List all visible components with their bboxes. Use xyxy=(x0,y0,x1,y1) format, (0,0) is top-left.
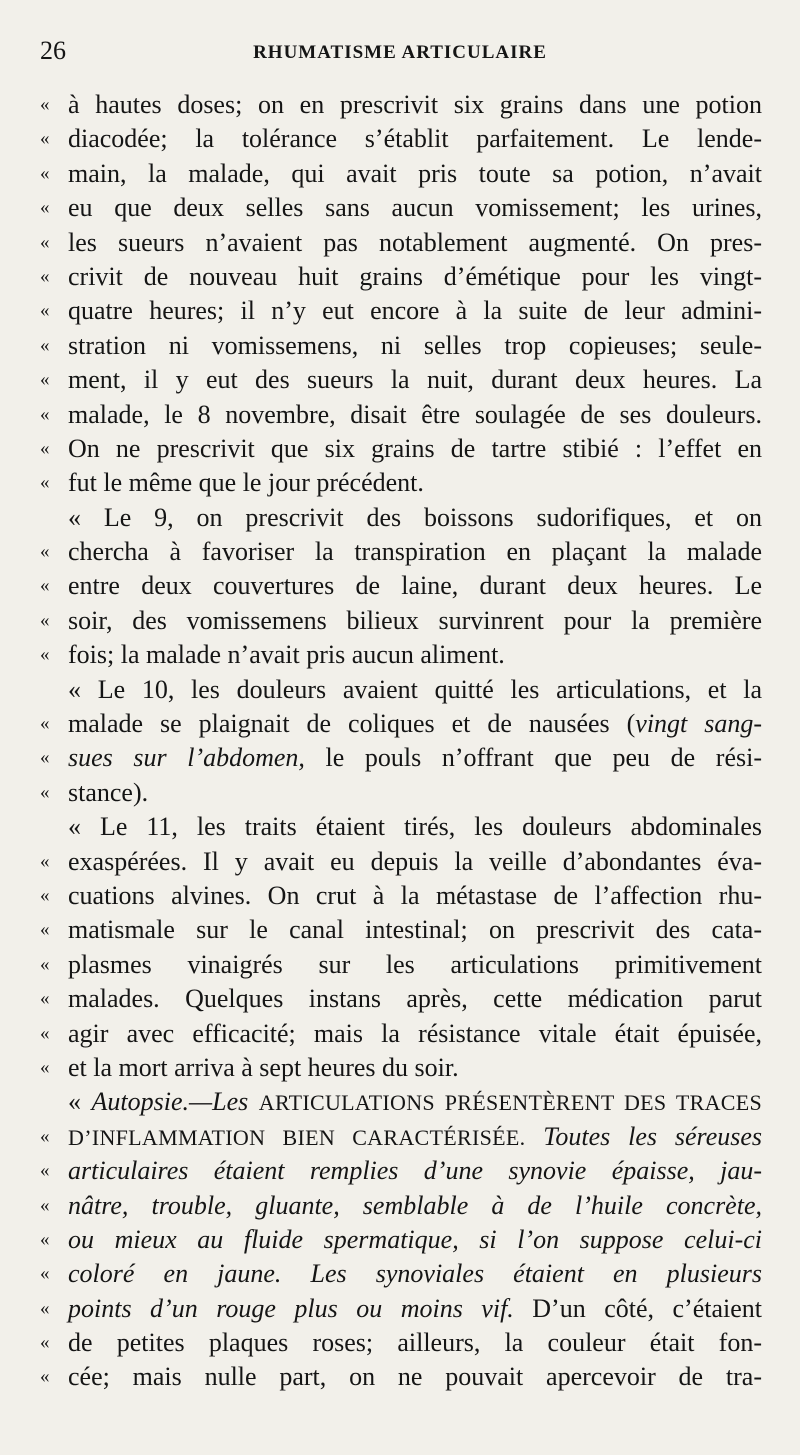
text-line xyxy=(40,1154,762,1188)
quote-mark: « xyxy=(40,1366,50,1388)
text-run: « Le 10, les douleurs avaient quitté les articulations, et la xyxy=(68,674,762,704)
text-run: main, la malade, qui avait pris toute sa potion, n’avait xyxy=(68,158,762,188)
line-text xyxy=(68,535,762,569)
text-line xyxy=(40,294,762,328)
text-line xyxy=(40,707,762,741)
line-text xyxy=(68,226,762,260)
text-run xyxy=(525,1122,543,1151)
text-run: ment, il y eut des sueurs la nuit, durant deux heures. La xyxy=(68,365,762,395)
text-line xyxy=(40,845,762,879)
text-line xyxy=(40,1360,762,1394)
text-line xyxy=(40,741,762,775)
text-run xyxy=(248,1087,259,1116)
line-text xyxy=(68,363,762,397)
text-line xyxy=(40,673,762,707)
body-text xyxy=(40,88,762,1395)
text-run: « Le 11, les traits étaient tirés, les douleurs abdominales xyxy=(68,812,762,842)
quote-mark: « xyxy=(40,403,50,425)
text-run: soir, des vomissemens bilieux survinrent pour la première xyxy=(68,605,762,635)
quote-mark: « xyxy=(40,609,50,631)
text-run: coloré en jaune. Les synoviales étaient en plusieurs xyxy=(68,1259,762,1289)
text-run: stration ni vomissemens, ni selles trop copieuses; seule- xyxy=(68,330,762,360)
line-text xyxy=(68,845,762,879)
text-run: de petites plaques roses; ailleurs, la couleur était fon- xyxy=(68,1328,762,1358)
text-run: agir avec efficacité; mais la résistance vitale était épuisée, xyxy=(68,1018,762,1048)
text-line xyxy=(40,363,762,397)
quote-mark: « xyxy=(40,1160,50,1182)
text-run: stance). xyxy=(68,777,149,807)
quote-mark: « xyxy=(40,1125,50,1147)
quote-mark: « xyxy=(40,1022,50,1044)
line-text xyxy=(68,1120,762,1155)
text-run: entre deux couvertures de laine, durant deux heures. Le xyxy=(68,571,762,601)
quote-mark: « xyxy=(40,919,50,941)
text-run: On ne prescrivit que six grains de tartre stibié : l’effet en xyxy=(68,433,762,463)
quote-mark: « xyxy=(40,713,50,735)
line-text xyxy=(68,398,762,432)
line-text xyxy=(68,638,762,672)
text-run: articulaires étaient remplies d’une synovie épaisse, jau- xyxy=(68,1156,762,1186)
line-text xyxy=(68,1257,762,1291)
quote-mark: « xyxy=(40,231,50,253)
text-run: « Le 9, on prescrivit des boissons sudorifiques, et on xyxy=(68,502,762,532)
text-line xyxy=(40,122,762,156)
quote-mark: « xyxy=(40,128,50,150)
quote-mark: « xyxy=(40,575,50,597)
text-line xyxy=(40,1189,762,1223)
quote-mark: « xyxy=(40,850,50,872)
line-text xyxy=(68,569,762,603)
text-line xyxy=(40,1085,762,1119)
quote-mark: « xyxy=(40,747,50,769)
text-run: exaspérées. Il y avait eu depuis la veille d’abondantes éva- xyxy=(68,846,762,876)
text-run: à hautes doses; on en prescrivit six grains dans une potion xyxy=(68,90,762,119)
page-number: 26 xyxy=(40,36,66,65)
text-run: quatre heures; il n’y eut encore à la suite de leur admini- xyxy=(68,296,762,326)
text-line xyxy=(40,604,762,638)
quote-mark: « xyxy=(40,884,50,906)
line-text xyxy=(68,1326,762,1360)
text-line xyxy=(40,913,762,947)
line-text xyxy=(68,1360,762,1394)
text-run: plasmes vinaigrés sur les articulations primitivement xyxy=(68,949,762,979)
line-text xyxy=(68,673,762,707)
text-line xyxy=(40,1257,762,1291)
text-run: Autopsie.—Les xyxy=(91,1087,249,1117)
quote-mark: « xyxy=(40,334,50,356)
line-text xyxy=(68,432,762,466)
line-text xyxy=(68,466,762,500)
quote-mark: « xyxy=(40,644,50,666)
text-run: Toutes les séreuses xyxy=(543,1121,763,1151)
line-text xyxy=(68,982,762,1016)
text-line xyxy=(40,329,762,363)
line-text xyxy=(68,1051,762,1085)
quote-mark: « xyxy=(40,197,50,219)
quote-mark: « xyxy=(40,369,50,391)
line-text xyxy=(68,879,762,913)
text-run: cuations alvines. On crut à la métastase de l’affection rhu- xyxy=(68,880,762,910)
text-run: matismale sur le canal intestinal; on prescrivit des cata- xyxy=(68,915,762,945)
line-text xyxy=(68,913,762,947)
quote-mark: « xyxy=(40,1297,50,1319)
line-text xyxy=(68,741,762,775)
text-run: ARTICULATIONS PRÉSENTÈRENT DES TRACES xyxy=(258,1090,763,1116)
line-text xyxy=(68,501,762,535)
quote-mark: « xyxy=(40,1332,50,1354)
page-header xyxy=(40,36,760,70)
quote-mark: « xyxy=(40,1194,50,1216)
text-run: D’un côté, c’étaient xyxy=(513,1293,762,1323)
text-line xyxy=(40,226,762,260)
text-run: sues sur l’abdomen, xyxy=(68,743,305,773)
text-line xyxy=(40,569,762,603)
text-line xyxy=(40,1223,762,1257)
text-run: nâtre, trouble, gluante, semblable à de l’huile concrète, xyxy=(68,1190,762,1220)
line-text xyxy=(68,260,762,294)
text-line xyxy=(40,260,762,294)
text-run: fut le même que le jour précédent. xyxy=(68,468,424,498)
quote-mark: « xyxy=(40,1263,50,1285)
text-run: chercha à favoriser la transpiration en plaçant la malade xyxy=(68,537,762,567)
quote-mark: « xyxy=(40,781,50,803)
text-run: « xyxy=(68,1087,92,1117)
text-run: eu que deux selles sans aucun vomissement; les urines, xyxy=(68,193,762,223)
text-run: points d’un rouge plus ou moins vif. xyxy=(68,1293,514,1323)
text-line xyxy=(40,1051,762,1085)
line-text xyxy=(68,810,762,844)
quote-mark: « xyxy=(40,953,50,975)
text-line xyxy=(40,982,762,1016)
running-head: RHUMATISME ARTICULAIRE xyxy=(253,42,547,63)
text-line xyxy=(40,1017,762,1051)
text-line xyxy=(40,1326,762,1360)
line-text xyxy=(68,1189,762,1223)
text-run: D’INFLAMMATION BIEN CARACTÉRISÉE. xyxy=(68,1124,526,1150)
line-text xyxy=(68,776,762,810)
text-line xyxy=(40,638,762,672)
text-run: et la mort arriva à sept heures du soir. xyxy=(68,1052,459,1082)
line-text xyxy=(68,157,762,191)
line-text xyxy=(68,1085,762,1120)
text-line xyxy=(40,398,762,432)
text-line xyxy=(40,948,762,982)
text-run: malades. Quelques instans après, cette médication parut xyxy=(68,984,762,1014)
quote-mark: « xyxy=(40,988,50,1010)
quote-mark: « xyxy=(40,472,50,494)
quote-mark: « xyxy=(40,437,50,459)
line-text xyxy=(68,1154,762,1188)
line-text xyxy=(68,948,762,982)
text-run: diacodée; la tolérance s’établit parfaitement. Le lende- xyxy=(68,124,762,154)
quote-mark: « xyxy=(40,1056,50,1078)
text-line xyxy=(40,157,762,191)
text-line xyxy=(40,191,762,225)
text-line xyxy=(40,1120,762,1154)
text-run: vingt sang- xyxy=(635,709,762,739)
line-text xyxy=(68,707,762,741)
text-line xyxy=(40,466,762,500)
line-text xyxy=(68,1017,762,1051)
quote-mark: « xyxy=(40,265,50,287)
text-run: cée; mais nulle part, on ne pouvait apercevoir de tra- xyxy=(68,1362,762,1392)
text-run: les sueurs n’avaient pas notablement augmenté. On pres- xyxy=(68,227,762,257)
text-run: ou mieux au fluide spermatique, si l’on suppose celui-ci xyxy=(68,1224,762,1254)
text-run: malade, le 8 novembre, disait être soulagée de ses douleurs. xyxy=(68,399,762,429)
quote-mark: « xyxy=(40,162,50,184)
text-line xyxy=(40,501,762,535)
quote-mark: « xyxy=(40,541,50,563)
line-text xyxy=(68,604,762,638)
text-line xyxy=(40,1292,762,1326)
text-line xyxy=(40,879,762,913)
line-text xyxy=(68,294,762,328)
text-run: le pouls n’offrant que peu de rési- xyxy=(304,743,762,773)
text-line xyxy=(40,432,762,466)
quote-mark: « xyxy=(40,1228,50,1250)
text-run: malade se plaignait de coliques et de nausées ( xyxy=(68,709,636,739)
quote-mark: « xyxy=(40,300,50,322)
line-text xyxy=(68,191,762,225)
text-line xyxy=(40,776,762,810)
quote-mark: « xyxy=(40,94,50,115)
text-line xyxy=(40,810,762,844)
text-line xyxy=(40,88,762,122)
line-text xyxy=(68,88,762,122)
line-text xyxy=(68,1292,762,1326)
line-text xyxy=(68,329,762,363)
line-text xyxy=(68,122,762,156)
line-text xyxy=(68,1223,762,1257)
text-line xyxy=(40,535,762,569)
text-run: crivit de nouveau huit grains d’émétique pour les vingt- xyxy=(68,261,762,291)
text-run: fois; la malade n’avait pris aucun aliment. xyxy=(68,640,505,670)
